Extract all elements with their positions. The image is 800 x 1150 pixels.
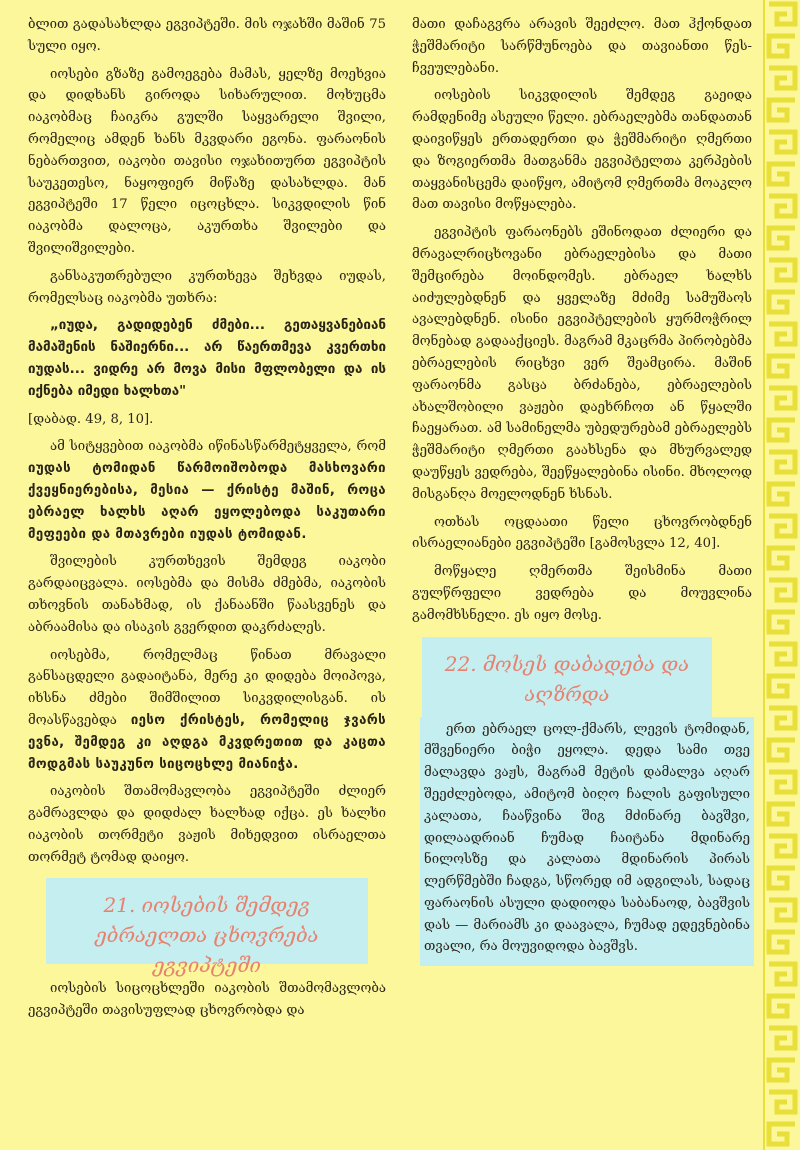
paragraph: იოსების სიკვდილის შემდეგ გაეიდა რამდენიმე ასეული წელი. ებრაელებმა თანდათან დაივიწყეს ერთადერთი და ჭეშმარიტი ღმერთი და ზოგიერთმა მათგანმა ეგვიპტელთა კერპების თაყვანისცემა დაიწყო, ამიტომ ღმერთმა მოაკლო მათ თავისი მოწყალება. xyxy=(412,88,752,213)
left-column xyxy=(28,14,386,1028)
scripture-reference: [დაბად. 49, 8, 10]. xyxy=(28,411,154,427)
border-pattern-icon xyxy=(765,0,800,1150)
paragraph: შვილების კურთხევის შემდეგ იაკობი გარდაიცვალა. იოსებმა და მისმა ძმებმა, იაკობის თხოვნის თანახმად, ის ქანაანში წაასვენეს და აბრაამისა და ისაკის გვერდით დაკრძალეს. xyxy=(28,554,386,635)
paragraph: ერთ ებრაელ ცოლ-ქმარს, ლევის ტომიდან, მშვენიერი ბიჭი ეყოლა. დედა სამი თვე მალავდა ვაჟს, მაგრამ მეტის დამალვა აღარ შეეძლებოდა, ამიტომ ბიღო ჩალის გაფისული კალათა, ჩააწვინა შიგ მძინარე ბავშვი, დილაადრიან ჩუმად ჩაიტანა მდინარე ნილოსზე და კალათა მდინარის პირას ლერწმებში ჩადგა, სწორედ იმ ადგილას, სადაც ფარაონის ასული დადიოდა საბანაოდ, ბავშვის დას — მარიამს კი დაავალა, ჩუმად ედევნებინა თვალი, რა მოუვიდოდა ბავშვს. xyxy=(424,721,750,955)
joseph-bold-text: იესო ქრისტეს, რომელიც ჯვარს ევნა, შემდეგ კი აღდგა მკვდრეთით და კაცთა მოდგმას საუკუნო სიცოცხლე მიანიჭა. xyxy=(28,712,386,772)
right-column xyxy=(412,14,752,966)
prophecy-intro: ამ სიტყვებით იაკობმა იწინასწარმეტყველა, რომ xyxy=(50,439,386,455)
paragraph: განსაკუთრებული კურთხევა შეხვდა იუდას, რომელსაც იაკობმა უთხრა: xyxy=(28,268,386,306)
prophecy-paragraph xyxy=(28,436,386,545)
decorative-border xyxy=(763,0,800,1150)
paragraph: ეგვიპტის ფარაონებს ეშინოდათ ძლიერი და მრავალრიცხოვანი ებრაელებისა და მათი შემცირება მოინდომეს. ებრაელ ხალხს აიძულებდნენ და ყველაზე მძიმე სამუშაოს ავალებდნენ. ისინი ეგვიპტელების ყურმოჭრილ მონებად გადააქციეს. მაგრამ მკაცრმა პირობებმა ებრაელების რიცხვი ვერ შეამცირა. მაშინ ფარაონმა გასცა ბრძანება, ებრაელების ახალშობილი ვაჟები დაეხრჩოთ ან წყალში ჩაეყარათ. ამ სამინელმა უბედურებამ ებრაელებს ჭეშმარიტი ღმერთი გაახსენა და მხურვალედ დაუწყეს ვედრება, შეეწყალებინა ისინი. მხოლოდ მისგანღა მოელოდნენ ხსნას. xyxy=(412,225,752,502)
joseph-paragraph xyxy=(28,645,386,776)
section-heading-22: 22. მოსეს დაბადება და აღზრდა xyxy=(422,637,712,717)
paragraph: იოსების სიცოცხლეში იაკობის შთამომავლობა ეგვიპტეში თავისუფლად ცხოვრობდა და xyxy=(28,981,386,1019)
joseph-text: იოსებმა, რომელმაც წინათ მრავალი განსაცდელი გადაიტანა, მერე კი დიდება მოიპოვა, იხსნა ძმები შიმშილით სიკვდილისგან. ის მოასწავებდა xyxy=(28,647,386,728)
section-heading-21: 21. იოსების შემდეგ ებრაელთა ცხოვრება ეგვიპტეში xyxy=(46,878,368,964)
tinted-text-block xyxy=(420,717,754,967)
scripture-quote: „იუდა, გადიდებენ ძმები... გეთაყვანებიან მამაშენის ნაშიერნი... არ წაერთმევა კვერთხი იუდას... ვიდრე არ მოვა მისი მფლობელი და ის იქნება იმედი ხალხთა" xyxy=(28,318,386,399)
paragraph: იოსები გზაზე გამოეგება მამას, ყელზე მოეხვია და დიდხანს გიროდა სიხარულით. მოხუცმა იაკობმაც ჩაიკრა გულში საყვარელი შვილი, რომელიც ამდენ ხანს მკვდარი ეგონა. ფარაონის ნებართვით, იაკობი თავისი ოჯახითურთ ეგვიპტის საუკეთესო, ნაყოფიერ მიწაზე დასახლდა. მან ეგვიპტეში 17 წელი იცოცხლა. სიკვდილის წინ იაკობმა დალოცა, აკურთხა შვილები და შვილიშვილები. xyxy=(28,66,386,256)
paragraph: ბლით გადასახლდა ეგვიპტეში. მის ოჯახში მაშინ 75 სული იყო. xyxy=(28,17,386,54)
paragraph: მათი დაჩაგვრა არავის შეეძლო. მათ ჰქონდათ ჭეშმარიტი სარწმუნოება და თავიანთი წეს-ჩვეულებანი. xyxy=(412,17,752,76)
paragraph: მოწყალე ღმერთმა შეისმინა მათი გულწრფელი ვედრება და მოუვლინა გამომხსნელი. ეს იყო მოსე. xyxy=(412,564,752,623)
paragraph: იაკობის შთამომავლობა ეგვიპტეში ძლიერ გამრავლდა და დიდძალ ხალხად იქცა. ეს ხალხი იაკობის თორმეტი ვაჟის მიხედვით ისრაელთა თორმეტ ტომად დაიყო. xyxy=(28,784,386,865)
paragraph: ოთხას ოცდაათი წელი ცხოვრობდნენ ისრაელიანები ეგვიპტეში [გამოსვლა 12, 40]. xyxy=(412,514,752,552)
prophecy-bold-text: იუდას ტომიდან წარმოიშობოდა მასხოვარი ქვეყნიერებისა, მესია — ქრისტე მაშინ, როცა ებრაელ ხალხს აღარ ეყოლებოდა საკუთარი მეფეები და მთავრები იუდას ტომიდან. xyxy=(28,461,386,542)
